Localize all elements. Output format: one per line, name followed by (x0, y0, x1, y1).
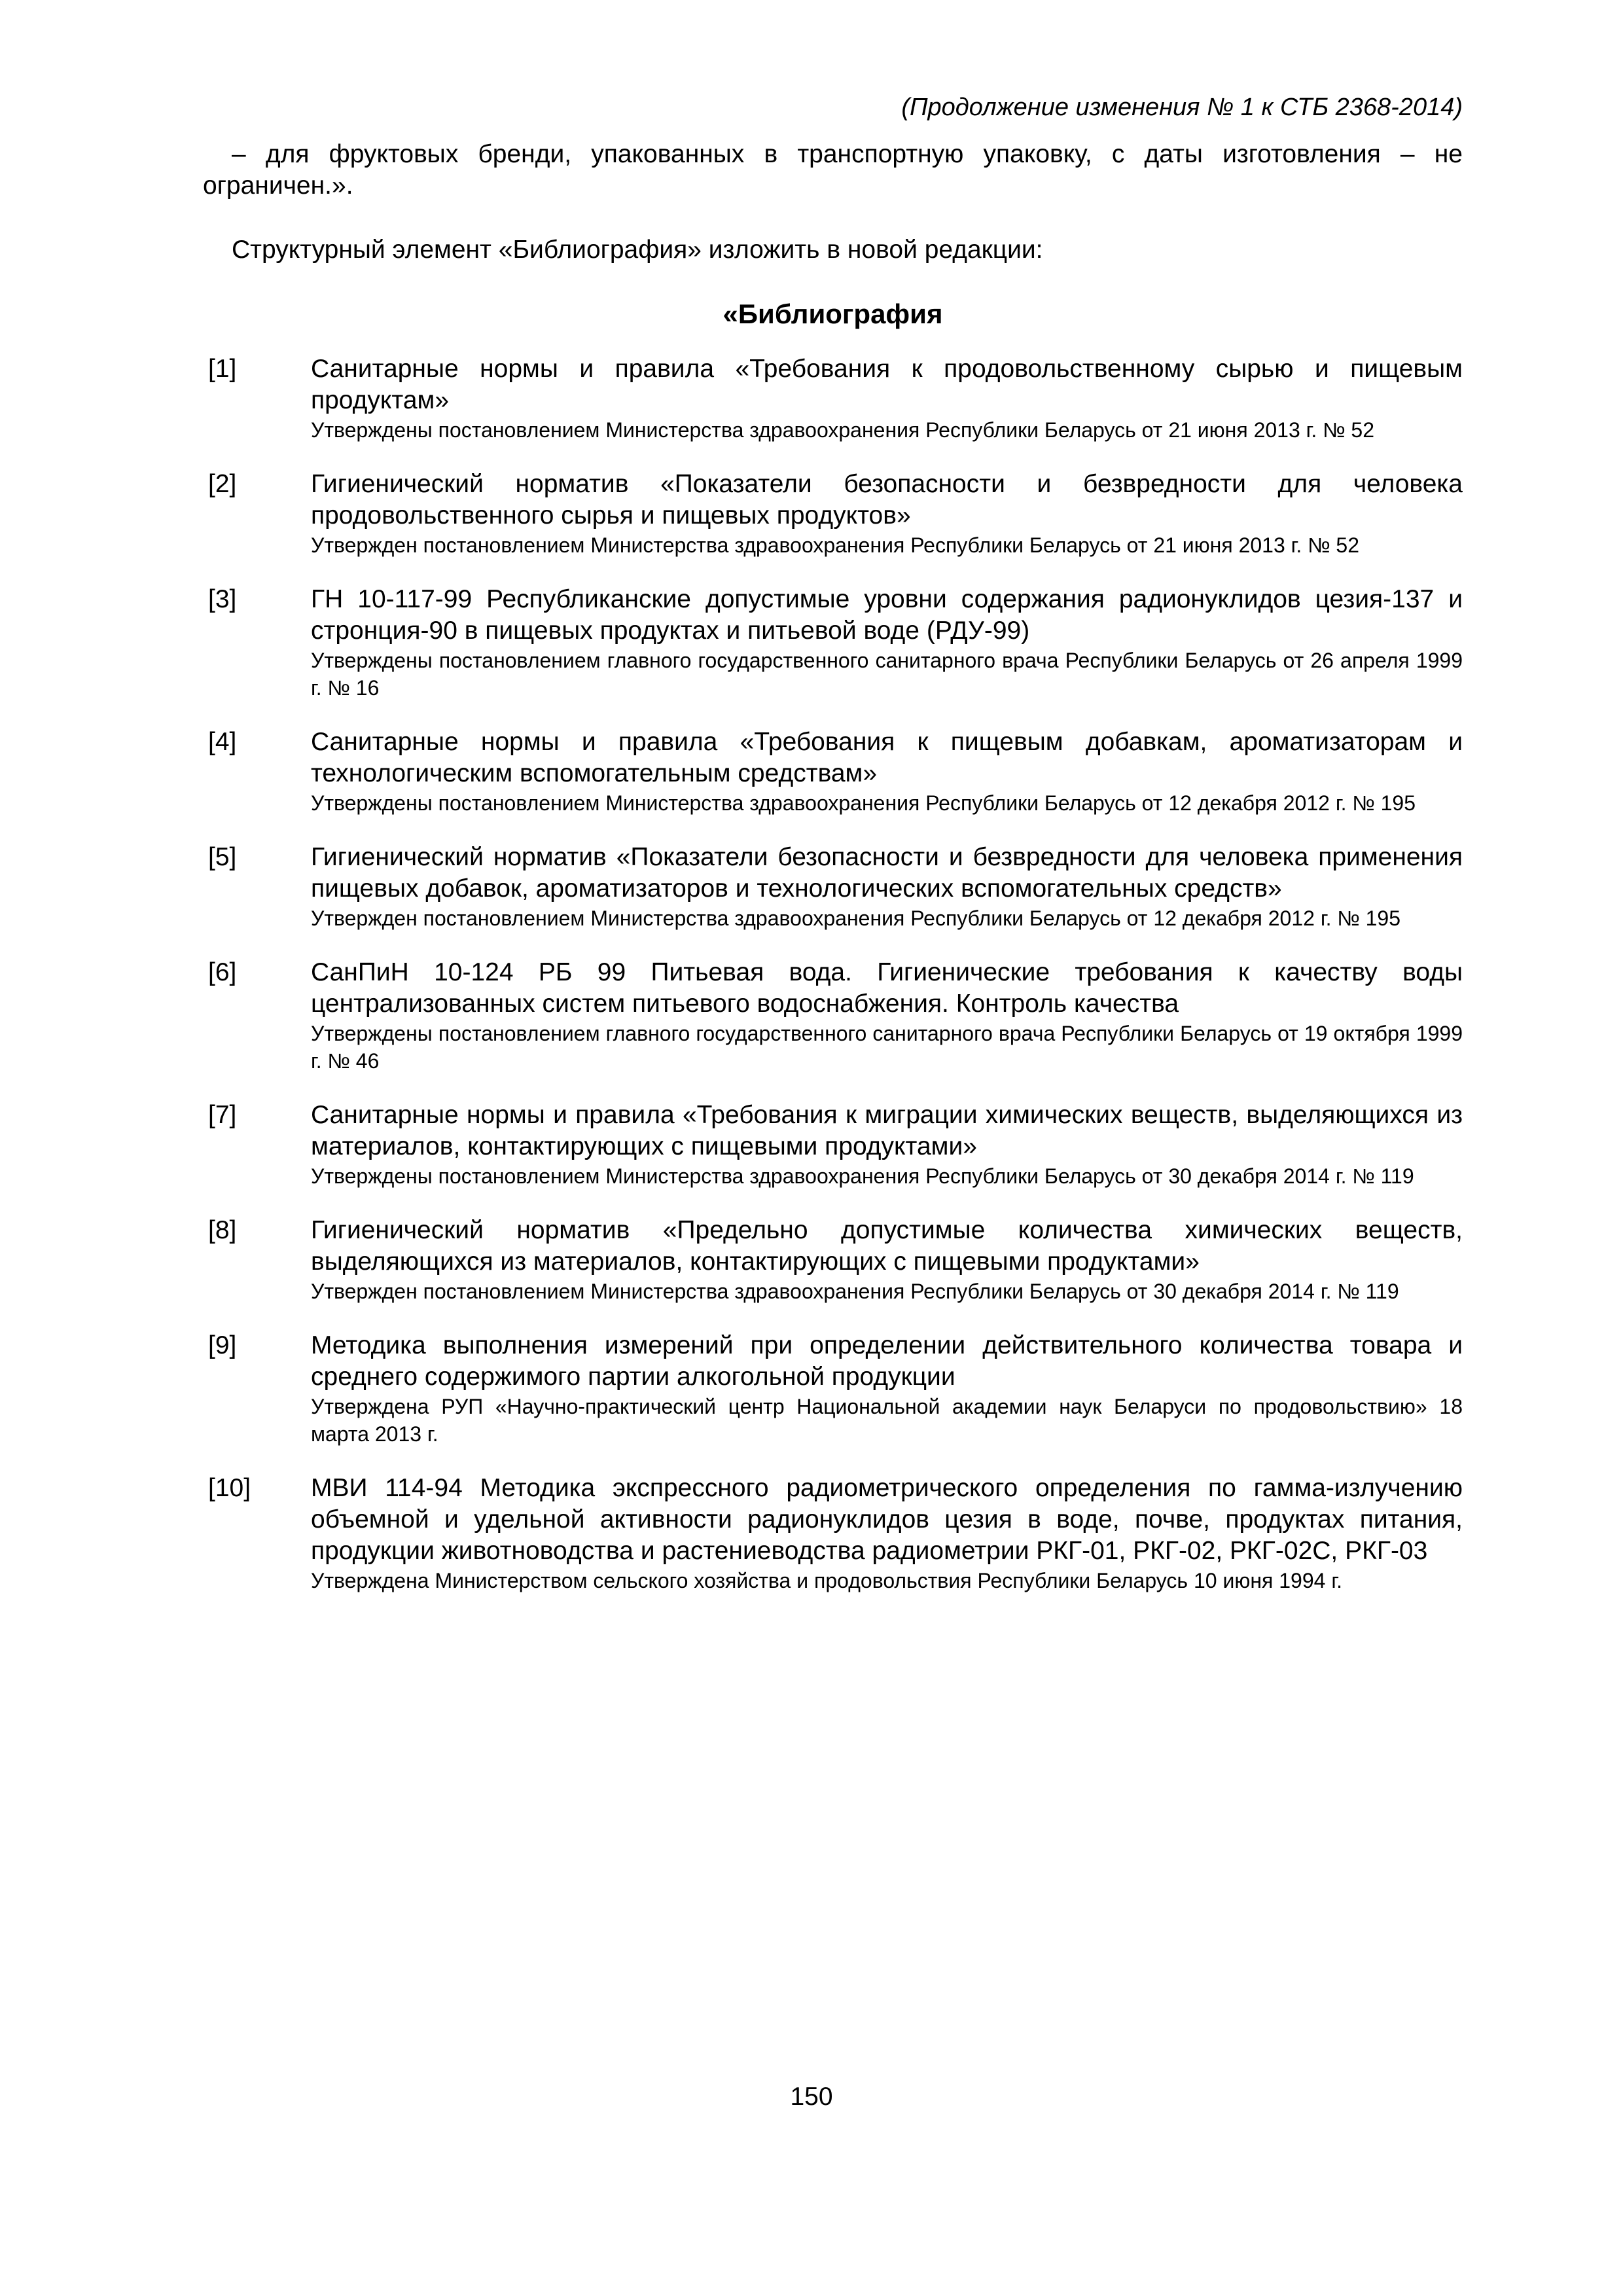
entry-number: [3] (208, 585, 237, 613)
entry-note: Утвержден постановлением Министерства здравоохранения Республики Беларусь от 12 декабря 2012 г. № 195 (311, 906, 1400, 930)
bibliography-entry (203, 1215, 1463, 1305)
bibliography-entry (203, 957, 1463, 1075)
entry-note: Утверждены постановлением Министерства здравоохранения Республики Беларусь от 12 декабря 2012 г. № 195 (311, 791, 1416, 815)
instruction-paragraph: Структурный элемент «Библиография» изложить в новой редакции: (232, 236, 1043, 264)
entry-title: Гигиенический норматив «Показатели безопасности и безвредности для человека применения пищевых добавок, ароматизаторов и технологических вспомогательных средств» (311, 843, 1463, 903)
entry-title: МВИ 114-94 Методика экспрессного радиометрического определения по гамма-излучению объемной и удельной активности радионуклидов цезия в воде, почве, продуктах питания, продукции животноводства и растениеводства радиометрии РКГ-01, РКГ-02, РКГ-02С, РКГ-03 (311, 1474, 1463, 1565)
page-number: 150 (790, 2083, 833, 2111)
running-header: (Продолжение изменения № 1 к СТБ 2368-2014) (901, 94, 1463, 121)
entry-body (311, 1473, 1463, 1594)
entry-number: [9] (208, 1331, 237, 1359)
entry-title: Санитарные нормы и правила «Требования к продовольственному сырью и пищевым продуктам» (311, 355, 1463, 414)
entry-number: [1] (208, 355, 237, 383)
entry-title: СанПиН 10-124 РБ 99 Питьевая вода. Гигиенические требования к качеству воды централизованных систем питьевого водоснабжения. Контроль качества (311, 958, 1463, 1018)
entry-body (311, 353, 1463, 444)
entry-number: [6] (208, 958, 237, 986)
entry-body (311, 584, 1463, 702)
entry-title: Методика выполнения измерений при определении действительного количества товара и среднего содержимого партии алкогольной продукции (311, 1331, 1463, 1391)
entry-number: [2] (208, 470, 237, 498)
bibliography-entry (203, 1100, 1463, 1190)
entry-number: [7] (208, 1101, 237, 1129)
entry-title: Гигиенический норматив «Предельно допустимые количества химических веществ, выделяющихся из материалов, контактирующих с пищевыми продуктами» (311, 1216, 1463, 1276)
bibliography-list (203, 353, 1463, 1594)
entry-number: [10] (208, 1474, 251, 1502)
document-page (203, 92, 1463, 1619)
entry-body (311, 1100, 1463, 1190)
entry-title: Гигиенический норматив «Показатели безопасности и безвредности для человека продовольственного сырья и пищевых продуктов» (311, 470, 1463, 529)
entry-note: Утверждена Министерством сельского хозяйства и продовольствия Республики Беларусь 10 июня 1994 г. (311, 1569, 1342, 1592)
entry-title: Санитарные нормы и правила «Требования к пищевым добавкам, ароматизаторам и технологическим вспомогательным средствам» (311, 728, 1463, 787)
bibliography-entry (203, 1330, 1463, 1448)
entry-number: [8] (208, 1216, 237, 1244)
entry-note: Утверждены постановлением главного государственного санитарного врача Республики Беларусь от 19 октября 1999 г. № 46 (311, 1022, 1463, 1073)
intro-paragraph: – для фруктовых бренди, упакованных в транспортную упаковку, с даты изготовления – не ограничен.». (203, 140, 1463, 200)
entry-note: Утверждены постановлением Министерства здравоохранения Республики Беларусь от 30 декабря 2014 г. № 119 (311, 1164, 1414, 1188)
bibliography-entry (203, 726, 1463, 817)
bibliography-title: «Библиография (722, 298, 943, 329)
entry-body (311, 842, 1463, 932)
entry-title: ГН 10-117-99 Республиканские допустимые уровни содержания радионуклидов цезия-137 и стронция-90 в пищевых продуктах и питьевой воде (РДУ-99) (311, 585, 1463, 645)
entry-body (311, 469, 1463, 559)
entry-number: [4] (208, 728, 237, 756)
entry-note: Утвержден постановлением Министерства здравоохранения Республики Беларусь от 21 июня 2013 г. № 52 (311, 533, 1359, 557)
entry-title: Санитарные нормы и правила «Требования к миграции химических веществ, выделяющихся из материалов, контактирующих с пищевыми продуктами» (311, 1101, 1463, 1160)
bibliography-entry (203, 353, 1463, 444)
entry-body (311, 726, 1463, 817)
entry-body (311, 957, 1463, 1075)
entry-body (311, 1215, 1463, 1305)
entry-note: Утверждена РУП «Научно-практический центр Национальной академии наук Беларуси по продовольствию» 18 марта 2013 г. (311, 1395, 1463, 1446)
bibliography-entry (203, 469, 1463, 559)
entry-note: Утвержден постановлением Министерства здравоохранения Республики Беларусь от 30 декабря 2014 г. № 119 (311, 1280, 1399, 1303)
bibliography-entry (203, 1473, 1463, 1594)
entry-number: [5] (208, 843, 237, 871)
bibliography-entry (203, 842, 1463, 932)
entry-body (311, 1330, 1463, 1448)
entry-note: Утверждены постановлением главного государственного санитарного врача Республики Беларусь от 26 апреля 1999 г. № 16 (311, 649, 1463, 700)
entry-note: Утверждены постановлением Министерства здравоохранения Республики Беларусь от 21 июня 2013 г. № 52 (311, 418, 1374, 442)
bibliography-entry (203, 584, 1463, 702)
